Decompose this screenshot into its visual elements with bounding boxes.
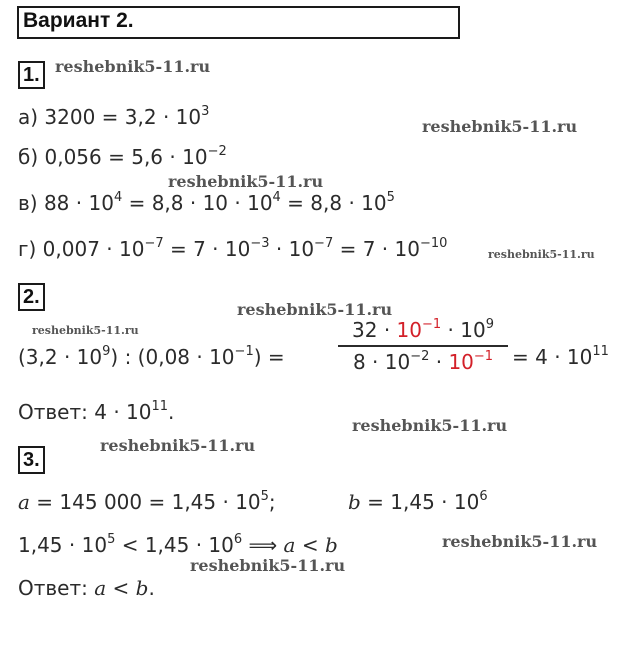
math-text: ) : (0,08 · 10 [110, 345, 235, 369]
watermark: reshebnik5-11.ru [422, 117, 578, 136]
exponent: 9 [102, 344, 111, 359]
math-text: 0,007 · 10 [42, 237, 145, 261]
variable-b: b [324, 533, 338, 557]
task3-answer [18, 576, 155, 600]
math-text: ) = [253, 345, 285, 369]
task2-fraction [338, 318, 508, 374]
page-title: Вариант 2. [23, 9, 134, 32]
highlighted-term: 10 [448, 350, 474, 374]
exponent: 4 [272, 190, 281, 205]
variable-a: a [283, 533, 296, 557]
task1-line-c [18, 191, 395, 215]
exponent: 6 [233, 532, 243, 547]
item-label: б) [18, 145, 39, 169]
math-text: 3200 = 3,2 · 10 [44, 105, 202, 129]
math-text: 88 · 10 [43, 191, 114, 215]
exponent: 4 [113, 190, 123, 205]
exponent: 5 [107, 532, 116, 547]
math-text: 8 · 10 [352, 350, 411, 374]
item-label: а) [18, 105, 39, 129]
separator: ; [268, 490, 276, 514]
fraction-numerator [338, 318, 508, 342]
math-text: · [429, 350, 449, 374]
exponent: 9 [485, 317, 494, 332]
watermark: reshebnik5-11.ru [488, 248, 595, 261]
task1-line-a [18, 105, 209, 129]
math-text: = 8,8 · 10 [280, 191, 387, 215]
watermark: reshebnik5-11.ru [352, 416, 508, 435]
watermark: reshebnik5-11.ru [237, 300, 393, 319]
task3-line-2 [18, 533, 338, 557]
task1-line-d [18, 237, 447, 261]
task-number-2: 2. [18, 283, 45, 311]
variable-a: a [94, 576, 107, 600]
exponent: −1 [473, 349, 494, 364]
math-text: = 1,45 · 10 [360, 490, 480, 514]
exponent: −10 [419, 236, 448, 251]
math-text: < [295, 533, 325, 557]
task-number-3: 3. [18, 446, 45, 474]
math-text: . [148, 576, 155, 600]
watermark: reshebnik5-11.ru [190, 556, 346, 575]
variable-a: a [18, 490, 30, 514]
task2-lhs [18, 345, 285, 369]
watermark: reshebnik5-11.ru [55, 57, 211, 76]
math-text: · 10 [269, 237, 315, 261]
exponent: −1 [234, 344, 254, 359]
highlighted-term: 10 [396, 318, 422, 342]
math-text: 4 · 10 [94, 400, 152, 424]
math-text: = 4 · 10 [512, 345, 593, 369]
answer-label: Ответ: [18, 400, 88, 424]
watermark: reshebnik5-11.ru [32, 324, 139, 337]
math-text: = 8,8 · 10 · 10 [122, 191, 273, 215]
exponent: 6 [479, 489, 488, 504]
exponent: −2 [207, 144, 227, 159]
exponent: −1 [422, 317, 442, 332]
task3-line-1 [18, 490, 276, 514]
math-text: < [106, 576, 136, 600]
fraction-bar [338, 345, 508, 347]
math-text: = 7 · 10 [163, 237, 251, 261]
math-text: < 1,45 · 10 [115, 533, 234, 557]
exponent: 11 [151, 399, 169, 414]
item-label: в) [18, 191, 38, 215]
exponent: −3 [250, 236, 270, 251]
watermark: reshebnik5-11.ru [100, 436, 256, 455]
exponent: 5 [386, 190, 395, 205]
exponent: −7 [314, 236, 334, 251]
task2-rhs [512, 345, 609, 369]
implies-arrow: ⟹ [242, 533, 284, 557]
task-number-1: 1. [18, 61, 45, 89]
exponent: 3 [201, 104, 210, 119]
math-text: . [168, 400, 175, 424]
fraction-denominator [338, 350, 508, 374]
exponent: 11 [592, 344, 609, 359]
math-text: = 145 000 = 1,45 · 10 [29, 490, 261, 514]
variable-b: b [348, 490, 361, 514]
watermark: reshebnik5-11.ru [168, 172, 324, 191]
item-label: г) [18, 237, 37, 261]
math-text: 1,45 · 10 [18, 533, 108, 557]
answer-label: Ответ: [18, 576, 88, 600]
watermark: reshebnik5-11.ru [442, 532, 598, 551]
task1-line-b [18, 145, 227, 169]
math-text: (3,2 · 10 [18, 345, 103, 369]
math-text: 0,056 = 5,6 · 10 [44, 145, 208, 169]
task2-answer [18, 400, 174, 424]
variable-b: b [135, 576, 149, 600]
task3-line-1-b [348, 490, 488, 514]
math-text: = 7 · 10 [333, 237, 420, 261]
exponent: −2 [410, 349, 430, 364]
exponent: 5 [260, 489, 269, 504]
exponent: −7 [144, 236, 164, 251]
math-text: 32 · [352, 318, 397, 342]
math-text: · 10 [441, 318, 486, 342]
